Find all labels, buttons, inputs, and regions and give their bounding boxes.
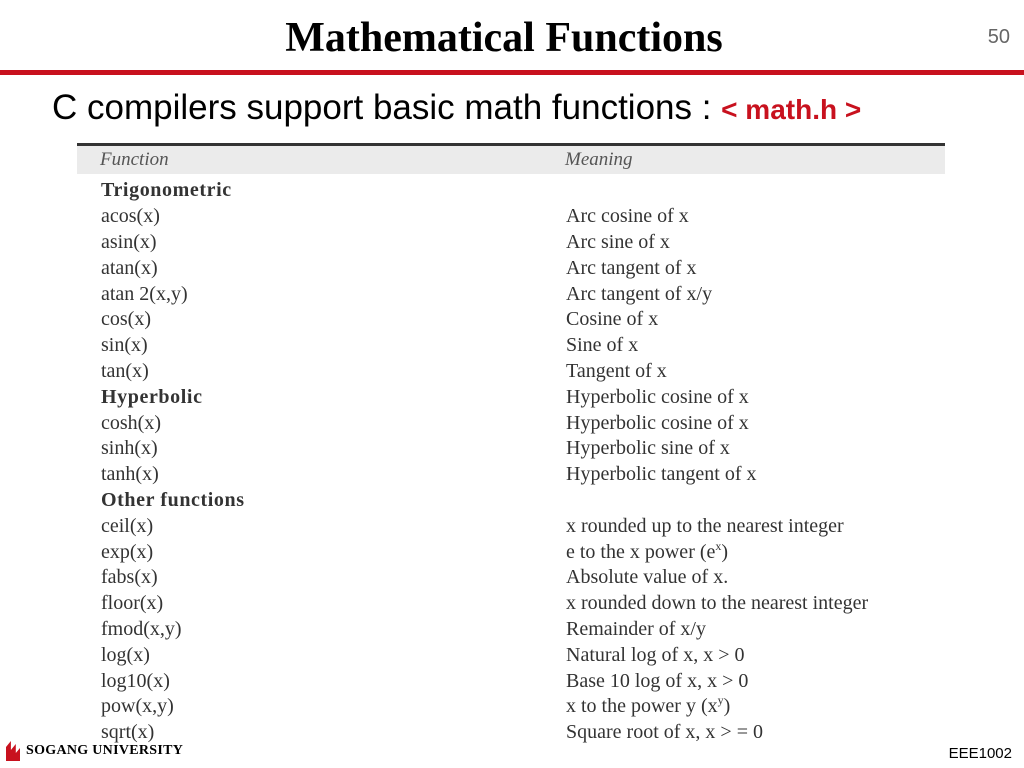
meaning-text-end: )	[721, 540, 729, 563]
function-meaning	[566, 386, 749, 409]
meaning-text: x rounded down to the nearest integer	[566, 592, 869, 615]
logo-text: SOGANG UNIVERSITY	[26, 743, 184, 758]
function-name: exp(x)	[101, 540, 154, 563]
function-name: cos(x)	[101, 308, 151, 331]
subtitle	[52, 88, 861, 128]
table-row	[77, 720, 945, 746]
table-row	[77, 410, 945, 436]
function-name: tan(x)	[101, 359, 149, 382]
section-heading: Trigonometric	[101, 179, 232, 202]
header-file-name: < math.h >	[721, 94, 862, 125]
function-name: cosh(x)	[101, 411, 161, 434]
function-meaning	[566, 515, 844, 538]
function-meaning	[566, 412, 749, 435]
function-meaning	[566, 566, 728, 589]
function-name: pow(x,y)	[101, 695, 174, 718]
function-name: fabs(x)	[101, 566, 158, 589]
table-row	[77, 462, 945, 488]
math-functions-table	[77, 143, 945, 746]
function-name: log10(x)	[101, 669, 170, 692]
function-name: asin(x)	[101, 230, 157, 253]
table-header-row	[77, 146, 945, 174]
function-meaning	[566, 695, 730, 718]
function-meaning	[566, 308, 658, 331]
column-header-meaning: Meaning	[565, 149, 633, 170]
meaning-superscript: x	[715, 538, 722, 553]
slide-title: Mathematical Functions	[285, 15, 723, 61]
function-meaning	[566, 257, 697, 280]
logo-mark-icon	[6, 741, 20, 761]
meaning-text: Arc cosine of x	[566, 205, 689, 228]
page-number: 50	[987, 26, 1010, 48]
function-name: ceil(x)	[101, 514, 154, 537]
university-logo	[6, 741, 183, 761]
table-row	[77, 591, 945, 617]
function-meaning	[566, 618, 706, 641]
meaning-text: Tangent of x	[566, 359, 667, 382]
function-name: acos(x)	[101, 205, 160, 228]
table-row	[77, 359, 945, 385]
meaning-text: Natural log of x, x > 0	[566, 643, 745, 666]
function-meaning	[566, 670, 748, 693]
function-name: atan 2(x,y)	[101, 282, 188, 305]
table-row	[77, 255, 945, 281]
meaning-text-end: )	[723, 695, 731, 718]
section-heading: Hyperbolic	[101, 385, 203, 408]
function-name: sinh(x)	[101, 437, 158, 460]
function-name: sqrt(x)	[101, 721, 155, 744]
function-meaning	[566, 360, 667, 383]
function-name: tanh(x)	[101, 463, 159, 486]
table-section-row	[77, 384, 945, 410]
table-row	[77, 513, 945, 539]
function-meaning	[566, 721, 763, 744]
function-name: fmod(x,y)	[101, 617, 182, 640]
table-section-row	[77, 488, 945, 514]
meaning-text: Hyperbolic cosine of x	[566, 411, 749, 434]
course-code: EEE1002	[948, 745, 1012, 762]
table-body	[77, 174, 945, 746]
meaning-text: Arc tangent of x/y	[566, 282, 713, 305]
table-row	[77, 565, 945, 591]
meaning-text: Hyperbolic tangent of x	[566, 463, 757, 486]
meaning-text: Arc sine of x	[566, 230, 670, 253]
subtitle-text: C compilers support basic math functions :	[52, 88, 722, 127]
table-row	[77, 436, 945, 462]
function-meaning	[566, 205, 689, 228]
meaning-superscript: y	[717, 693, 724, 708]
function-meaning	[566, 437, 730, 460]
column-header-function: Function	[100, 149, 169, 170]
meaning-text: Remainder of x/y	[566, 617, 706, 640]
meaning-text: x rounded up to the nearest integer	[566, 514, 844, 537]
table-row	[77, 539, 945, 565]
meaning-text: Base 10 log of x, x > 0	[566, 669, 749, 692]
function-meaning	[566, 283, 712, 306]
table-row	[77, 668, 945, 694]
title-divider	[0, 70, 1024, 75]
meaning-text: Hyperbolic sine of x	[566, 437, 730, 460]
meaning-text: Square root of x, x > = 0	[566, 721, 763, 744]
table-row	[77, 333, 945, 359]
table-row	[77, 204, 945, 230]
table-row	[77, 307, 945, 333]
meaning-text: x to the power y (x	[566, 695, 718, 718]
section-heading: Other functions	[101, 488, 245, 511]
table-row	[77, 617, 945, 643]
table-row	[77, 230, 945, 256]
meaning-text: Sine of x	[566, 334, 639, 357]
table-row	[77, 642, 945, 668]
meaning-text: e to the x power (e	[566, 540, 716, 563]
function-meaning	[566, 538, 729, 564]
table-row	[77, 694, 945, 720]
function-meaning	[566, 231, 670, 254]
meaning-text: Absolute value of x.	[566, 566, 729, 589]
meaning-text: Cosine of x	[566, 308, 659, 331]
function-meaning	[566, 334, 638, 357]
function-meaning	[566, 463, 757, 486]
table-section-row	[77, 178, 945, 204]
function-meaning	[566, 644, 744, 667]
table-row	[77, 281, 945, 307]
function-name: floor(x)	[101, 592, 164, 615]
meaning-text: Hyperbolic cosine of x	[566, 385, 749, 408]
meaning-text: Arc tangent of x	[566, 256, 697, 279]
function-name: log(x)	[101, 643, 150, 666]
function-name: atan(x)	[101, 256, 158, 279]
function-name: sin(x)	[101, 334, 148, 357]
function-meaning	[566, 592, 868, 615]
